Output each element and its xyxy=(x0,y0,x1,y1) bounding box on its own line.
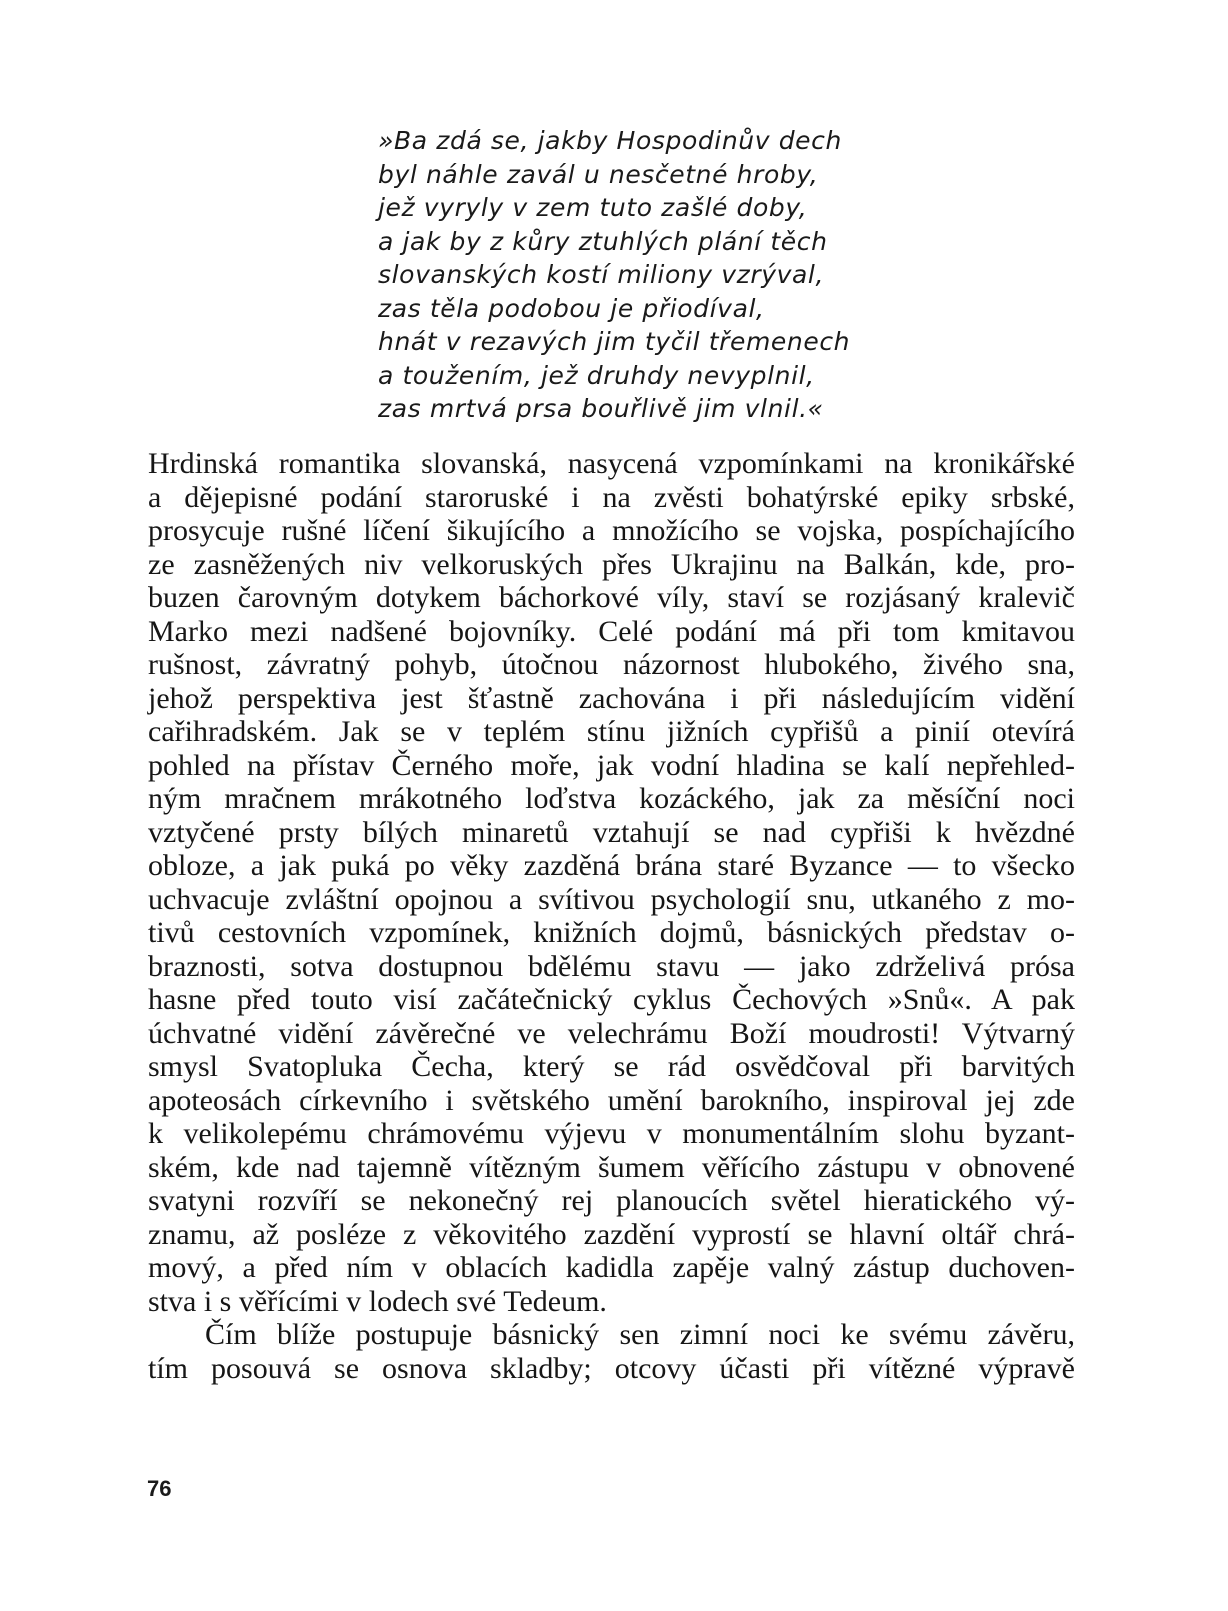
poem-line: slovanských kostí miliony vzrýval, xyxy=(378,260,825,289)
page-number: 76 xyxy=(147,1476,172,1501)
text-line: smysl Svatopluka Čecha, který se rád osvědčoval při barvitých xyxy=(148,1050,1075,1083)
text-line: znamu, až posléze z věkovitého zazdění vyprostí se hlavní oltář chrá- xyxy=(148,1217,1075,1251)
text-line: k velikolepému chrámovému výjevu v monumentálním slohu byzant- xyxy=(148,1117,1075,1150)
text-line: Hrdinská romantika slovanská, nasycená vzpomínkami na kronikářské xyxy=(148,447,1075,480)
poem-line: a toužením, jež druhdy nevyplnil, xyxy=(378,360,815,390)
poem-line: zas těla podobou je přiodíval, xyxy=(378,293,765,323)
text-line: cařihradském. Jak se v teplém stínu jižních cypřišů a pinií otevírá xyxy=(148,715,1075,748)
text-line: apoteosách církevního i světského umění barokního, inspiroval jej zde xyxy=(148,1083,1075,1117)
text-line: a dějepisné podání staroruské i na zvěsti bohatýrské epiky srbské, xyxy=(148,480,1075,514)
text-line: buzen čarovným dotykem báchorkové víly, staví se rozjásaný kralevič xyxy=(148,581,1075,614)
text-line: ském, kde nad tajemně vítězným šumem věřícího zástupu v obnovené xyxy=(148,1150,1075,1184)
text-line: tím posouvá se osnova skladby; otcovy účasti při vítězné výpravě xyxy=(148,1351,1075,1385)
body-text xyxy=(148,447,1075,1385)
text-line: mový, a před ním v oblacích kadidla zapěje valný zástup duchoven- xyxy=(148,1251,1075,1284)
poem-quote xyxy=(378,124,938,426)
text-line: Marko mezi nadšené bojovníky. Celé podání má při tom kmitavou xyxy=(148,614,1075,648)
text-line: pohled na přístav Černého moře, jak vodní hladina se kalí nepřehled- xyxy=(148,748,1075,782)
paragraph-1 xyxy=(148,447,1075,1318)
text-line: obloze, a jak puká po věky zazděná brána staré Byzance — to všecko xyxy=(148,849,1075,882)
text-line: Čím blíže postupuje básnický sen zimní noci ke svému závěru, xyxy=(205,1318,1075,1351)
text-line: jehož perspektiva jest šťastně zachována i při následujícím vidění xyxy=(148,681,1075,715)
poem-line: jež vyryly v zem tuto zašlé doby, xyxy=(378,193,808,222)
text-line: hasne před touto visí začátečnický cyklus Čechových »Snů«. A pak xyxy=(148,983,1075,1016)
text-line: stva i s věřícími v lodech své Tedeum. xyxy=(148,1284,607,1318)
text-line: rušnost, závratný pohyb, útočnou názornost hlubokého, živého sna, xyxy=(148,648,1075,681)
text-line: ným mračnem mrákotného loďstva kozáckého, jak za měsíční noci xyxy=(148,782,1075,815)
poem-line: hnát v rezavých jim tyčil třemenech xyxy=(378,327,851,356)
text-line: svatyni rozvíří se nekonečný rej planoucích světel hieratického vý- xyxy=(148,1184,1075,1217)
text-line: vztyčené prsty bílých minaretů vztahují se nad cypřiši k hvězdné xyxy=(148,815,1075,849)
text-line: tivů cestovních vzpomínek, knižních dojmů, básnických představ o- xyxy=(148,916,1075,949)
poem-line: »Ba zdá se, jakby Hospodinův dech xyxy=(378,126,842,155)
poem-line: byl náhle zavál u nesčetné hroby, xyxy=(378,159,819,189)
poem-line: a jak by z kůry ztuhlých plání těch xyxy=(378,226,828,256)
text-line: uchvacuje zvláštní opojnou a svítivou psychologií snu, utkaného z mo- xyxy=(148,882,1075,916)
text-line: úchvatné vidění závěrečné ve velechrámu Boží moudrosti! Výtvarný xyxy=(148,1016,1075,1050)
text-line: ze zasněžených niv velkoruských přes Ukrajinu na Balkán, kde, pro- xyxy=(148,547,1075,581)
poem-line: zas mrtvá prsa bouřlivě jim vlnil.« xyxy=(378,394,824,423)
text-line: prosycuje rušné líčení šikujícího a množícího se vojska, pospíchajícího xyxy=(148,514,1075,547)
paragraph-2 xyxy=(148,1318,1075,1385)
text-line: braznosti, sotva dostupnou bdělému stavu — jako zdrželivá prósa xyxy=(148,949,1075,983)
